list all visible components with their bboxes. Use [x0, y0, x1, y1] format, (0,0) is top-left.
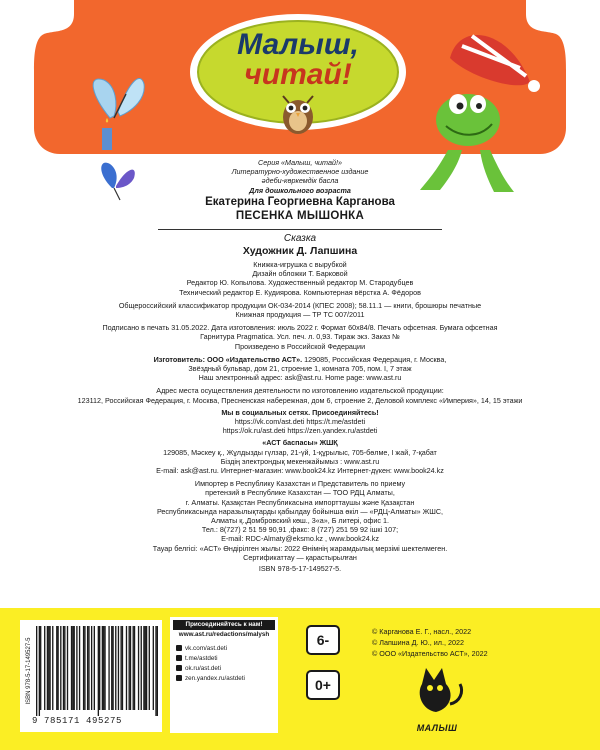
barcode-bar: [56, 626, 57, 710]
address-line: Адрес места осуществления деятельности по изготовлению издательской продукции:: [156, 386, 444, 396]
credit-line: Технический редактор Е. Кудиярова. Компьютерная вёрстка А. Фёдоров: [179, 287, 421, 297]
social-item-text: zen.yandex.ru/astdeti: [185, 675, 245, 682]
barcode-bar: [102, 626, 103, 710]
importer-line: Тел.: 8(727) 2 51 59 90,91 ,факс: 8 (727) 251 59 92 ішкі 107;: [201, 525, 399, 535]
zen-icon: [176, 675, 182, 681]
barcode-bar: [64, 626, 65, 710]
kz-line: E-mail: ask@ast.ru. Интернет-магазин: www.book24.kz Интернет-дүкен: www.book24.kz: [156, 466, 444, 476]
barcode-bar: [60, 626, 61, 710]
barcode-bar: [120, 626, 121, 710]
barcode-bar: [67, 626, 68, 710]
barcode-bar: [112, 626, 113, 710]
barcode-bar: [149, 626, 150, 710]
barcode-bar: [76, 626, 77, 710]
barcode-bar: [36, 626, 37, 716]
barcode-bar: [153, 626, 154, 710]
barcode-bar: [118, 626, 119, 710]
barcode-bar: [88, 626, 89, 710]
social-item-text: vk.com/ast.deti: [185, 645, 227, 652]
publisher-logo: [404, 664, 470, 734]
barcode-bar: [74, 626, 75, 710]
barcode-bar: [129, 626, 130, 710]
social-item-text: ok.ru/ast.deti: [185, 665, 222, 672]
lit-type-kz-line: әдеби-көркемдік басла: [261, 176, 339, 186]
book-title: ПЕСЕНКА МЫШОНКА: [235, 209, 365, 222]
manufacturer-line: Звёздный бульвар, дом 21, строение 1, комната 705, пом. I, 7 этаж: [188, 364, 412, 374]
redactions-url: www.ast.ru/redactions/malysh: [178, 631, 270, 638]
social-panel: [170, 617, 278, 733]
barcode: [36, 626, 158, 716]
divider-line: [158, 229, 442, 230]
age-mark-6: 6-: [306, 625, 340, 655]
social-item-telegram[interactable]: [176, 654, 278, 664]
barcode-bar: [47, 626, 48, 710]
barcode-bar: [49, 626, 50, 710]
barcode-bar: [145, 626, 146, 710]
join-banner: Присоединяйтесь к нам!: [173, 620, 275, 630]
manufacturer-line: [0, 355, 600, 364]
importer-line: Алматы қ.,Домбровский көш., 3«а», Б литері, офис 1.: [211, 516, 389, 526]
genre: Сказка: [283, 233, 317, 244]
barcode-bar: [72, 626, 73, 710]
barcode-bar: [115, 626, 116, 710]
barcode-bar: [84, 626, 85, 710]
social-item-text: t.me/astdeti: [185, 655, 218, 662]
kz-publisher: «АСТ баспасы» ЖШҚ: [262, 438, 338, 448]
logo-line-1: Малыш,: [237, 28, 359, 61]
isbn-line: ISBN 978-5-17-149527-5.: [258, 564, 342, 574]
lit-type-line: Литературно-художественное издание: [231, 167, 369, 177]
series-line: Серия «Малыш, читай!»: [258, 158, 342, 167]
author-name: Екатерина Георгиевна Карганова: [205, 195, 395, 208]
telegram-icon: [176, 655, 182, 661]
trademark-line: Тауар белгісі: «АСТ» Өндірілген жылы: 2022 Өнімнің жарамдылық мерзімі шектелмеген.: [152, 543, 448, 553]
credit-line: Книжка-игрушка с вырубкой: [253, 260, 347, 269]
barcode-bar: [157, 626, 158, 716]
print-info-line: Произведено в Российской Федерации: [234, 341, 366, 351]
print-info-line: Подписано в печать 31.05.2022. Дата изготовления: июль 2022 г. Формат 60х84/8. Печать офсетная. Бумага офсетная: [102, 323, 498, 333]
credit-line: Редактор Ю. Копылова. Художественный редактор М. Стародубцев: [186, 278, 414, 288]
social-item-zen[interactable]: [176, 674, 278, 684]
importer-line: Импортер в Республику Казахстан и Представитель по приему: [194, 479, 406, 489]
credits-block: [0, 233, 600, 573]
importer-line: E-mail: RDC-Almaty@eksmo.kz , www.book24.kz: [221, 534, 379, 544]
barcode-bar: [48, 626, 49, 710]
barcode-bar: [104, 626, 105, 710]
barcode-bar: [91, 626, 92, 710]
imprint-block: [0, 156, 600, 223]
manufacturer-line: Наш электронный адрес: ask@ast.ru. Home page: www.ast.ru: [198, 373, 402, 383]
barcode-bar: [44, 626, 45, 710]
social-line: https://ok.ru/ast.deti https://zen.yandex.ru/astdeti: [222, 426, 378, 436]
social-item-ok[interactable]: [176, 664, 278, 674]
social-line: https://vk.com/ast.deti https://t.me/astdeti: [234, 417, 366, 427]
barcode-area: [20, 620, 162, 732]
barcode-bar: [146, 626, 147, 710]
classifier-line: Общероссийский классификатор продукции ОК-034-2014 (КПЕС 2008); 58.11.1 — книги, брошюры печатные: [118, 300, 482, 310]
classifier-line: Книжная продукция — ТР ТС 007/2011: [235, 310, 365, 320]
logo-text: [190, 30, 406, 90]
barcode-bar: [39, 626, 40, 716]
social-item-vk[interactable]: [176, 644, 278, 654]
barcode-bar: [99, 626, 100, 710]
barcode-bar: [155, 626, 156, 716]
barcode-bar: [83, 626, 84, 710]
address-line: 123112, Российская Федерация, г. Москва, Пресненская набережная, дом 6, строение 2, Деловой комплекс «Империя», 14, 15 этажи: [77, 395, 523, 405]
kz-line: Біздің электрондық мекенжайымыз : www.ast.ru: [220, 456, 380, 466]
barcode-bar: [52, 626, 53, 710]
isbn-vertical: ISBN 978-5-17-149527-5: [26, 637, 32, 705]
barcode-bar: [141, 626, 142, 710]
barcode-bar: [57, 626, 58, 710]
barcode-bar: [122, 626, 123, 710]
barcode-bar: [79, 626, 80, 710]
cert-line: Сертификаттау — қарастырылған: [243, 552, 357, 562]
barcode-bar: [134, 626, 135, 710]
barcode-bar: [133, 626, 134, 710]
social-list: [170, 644, 278, 684]
barcode-bar: [98, 626, 99, 716]
importer-line: претензий в Республике Казахстан — ТОО РДЦ Алматы,: [205, 488, 395, 498]
barcode-bar: [138, 626, 139, 710]
barcode-bar: [111, 626, 112, 710]
ok-icon: [176, 665, 182, 671]
age-audience-line: Для дошкольного возраста: [249, 185, 351, 195]
manufacturer-address: 129085, Российская Федерация, г. Москва,: [302, 354, 447, 364]
barcode-bar: [40, 626, 41, 710]
copyright-line: © Лапшина Д. Ю., ил., 2022: [372, 638, 464, 647]
logo-line-2: читай!: [244, 58, 352, 91]
barcode-bar: [94, 626, 95, 710]
copyright-line: © ООО «Издательство АСТ», 2022: [372, 649, 488, 658]
vk-icon: [176, 645, 182, 651]
manufacturer-label: Изготовитель: ООО «Издательство АСТ».: [153, 354, 303, 364]
barcode-bar: [108, 626, 109, 710]
barcode-digits: 9 785171 495275: [32, 716, 123, 726]
importer-line: Республикасында наразылықтарды қабылдау бойынша өкіл — «РДЦ-Алматы» ЖШС,: [156, 506, 444, 516]
barcode-bar: [71, 626, 72, 710]
kz-line: 129085, Мәскеу қ., Жұлдызды гүлзар, 21-үй, 1-құрылыс, 705-бөлме, I жай, 7-қабат: [163, 447, 437, 457]
barcode-bar: [103, 626, 104, 710]
barcode-bar: [130, 626, 131, 710]
barcode-bar: [126, 626, 127, 710]
print-info-line: Гарнитура Pragmatica. Усл. печ. л. 0,93. Тираж экз. Заказ №: [200, 332, 400, 342]
credit-line: Дизайн обложки Т. Барковой: [252, 269, 348, 279]
artist: Художник Д. Лапшина: [242, 245, 358, 257]
social-header: Мы в социальных сетях. Присоединяйтесь!: [221, 407, 379, 417]
barcode-bar: [143, 626, 144, 710]
age-mark-0: 0+: [306, 670, 340, 700]
barcode-bar: [63, 626, 64, 710]
copyright-line: © Карганова Е. Г., насл., 2022: [372, 627, 472, 636]
cat-logo-icon: [404, 664, 470, 722]
importer-line: г. Алматы. Қазақстан Республикасына импорттаушы және Қазақстан: [185, 497, 415, 507]
owl-illustration: [283, 96, 313, 134]
publisher-logo-text: МАЛЫШ: [416, 723, 458, 733]
barcode-bar: [87, 626, 88, 710]
